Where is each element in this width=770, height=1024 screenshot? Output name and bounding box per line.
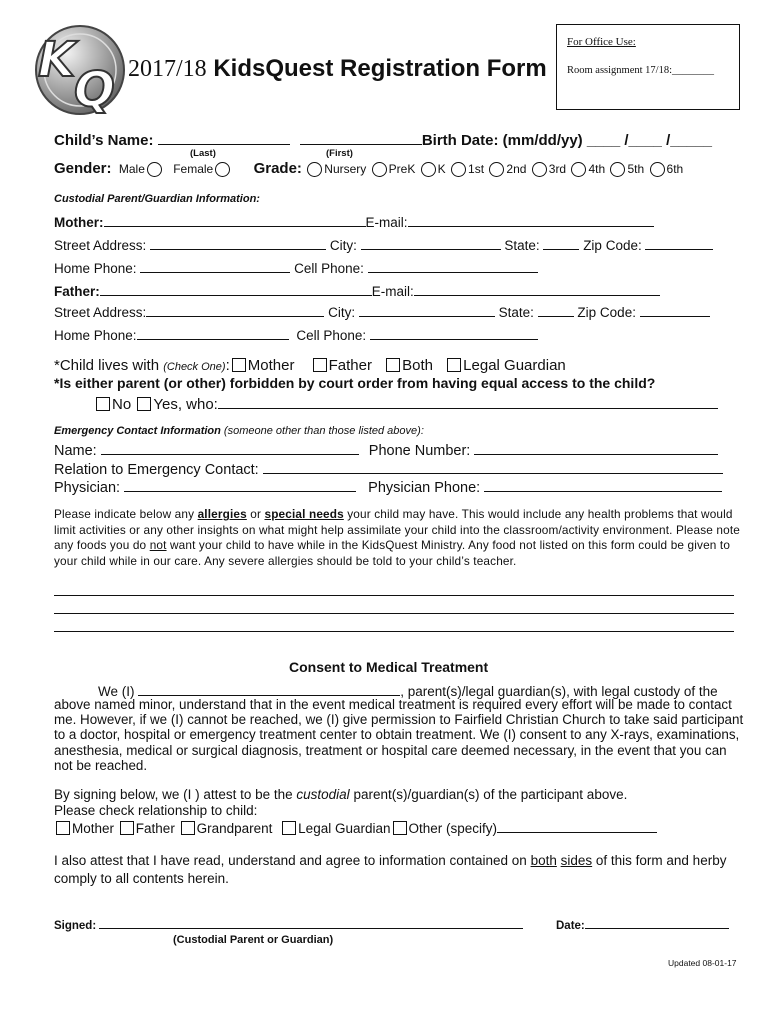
first-caption: (First): [326, 148, 353, 159]
signature-caption: (Custodial Parent or Guardian): [173, 934, 334, 946]
allergies-instructions: [54, 507, 744, 569]
mother-label: Mother:: [54, 215, 104, 230]
mother-zip-field[interactable]: [645, 235, 713, 250]
consent-we-suffix: , parent(s)/legal guardian(s), with legal custody of the: [400, 684, 718, 699]
court-order-who-field[interactable]: [218, 394, 718, 409]
lives-with-row: *Child lives with (Check One): Mother Father Both Legal Guardian: [54, 357, 566, 374]
lives-with-father-checkbox[interactable]: [313, 358, 327, 372]
grade-label: Grade:: [253, 160, 302, 177]
court-order-yes-label: Yes, who:: [153, 396, 218, 413]
updated-date: Updated 08-01-17: [668, 958, 737, 968]
not-word: not: [149, 538, 167, 552]
physician-phone-label: Physician Phone:: [368, 480, 481, 496]
court-order-yes-checkbox[interactable]: [137, 397, 151, 411]
grade-3rd-radio[interactable]: [532, 162, 547, 177]
emergency-name-row: [54, 440, 718, 459]
kidsquest-logo: [28, 20, 128, 116]
mother-name-field[interactable]: [104, 212, 366, 227]
date-label: Date:: [556, 920, 585, 932]
relationship-row: [54, 818, 657, 836]
allergies-word: allergies: [197, 507, 247, 521]
relationship-guardian-checkbox[interactable]: [282, 821, 296, 835]
lives-with-label: *Child lives with: [54, 357, 160, 374]
father-city-label: City:: [328, 305, 356, 320]
grade-5th-label: 5th: [627, 162, 645, 176]
check-relationship-label: Please check relationship to child:: [54, 802, 258, 818]
mother-state-field[interactable]: [543, 235, 579, 250]
relationship-mother-label: Mother: [72, 821, 115, 836]
grade-nursery-label: Nursery: [324, 162, 367, 176]
father-home-phone-field[interactable]: [137, 325, 289, 340]
lives-with-father-label: Father: [328, 357, 372, 374]
mother-email-field[interactable]: [408, 212, 654, 227]
father-cell-phone-field[interactable]: [370, 325, 538, 340]
grade-6th-label: 6th: [666, 162, 684, 176]
gender-female-label: Female: [173, 162, 214, 176]
read-text-2: of this form and herby comply to all contents herein.: [54, 853, 727, 886]
child-name-label: Child’s Name:: [54, 132, 154, 149]
father-label: Father:: [54, 284, 100, 299]
emergency-phone-label: Phone Number:: [368, 443, 471, 459]
mother-phone-row: [54, 258, 538, 276]
mother-home-phone-label: Home Phone:: [54, 261, 137, 276]
allergies-text-3: your child may have. This would include any health problems that would limit activities or any other insights on what might help assimilate your child into the classroom/activity environment. Please note any foods you do: [54, 507, 740, 552]
attest-text-1: By signing below, we (I ) attest to be the: [54, 787, 297, 802]
father-zip-label: Zip Code:: [577, 305, 636, 320]
grade-prek-radio[interactable]: [372, 162, 387, 177]
grade-1st-radio[interactable]: [451, 162, 466, 177]
child-name-row: [54, 130, 712, 149]
physician-phone-field[interactable]: [484, 477, 722, 492]
lives-with-mother-checkbox[interactable]: [232, 358, 246, 372]
office-use-box: [556, 24, 740, 110]
consent-body: above named minor, understand that in the event medical treatment is required every effort will be made to contact me. However, if we (I) cannot be reached, we (I) give permission to Fairfield Christian Church to take said participant to a doctor, hospital or emergency treatment center to obtain treatment. We (I) consent to any X-rays, examinations, anesthesia, medical or surgical diagnosis, treatment or hospital care deemed necessary, in the event that you can not be reached.: [54, 697, 744, 773]
mother-street-label: Street Address:: [54, 238, 147, 253]
father-email-field[interactable]: [414, 281, 660, 296]
grade-nursery-radio[interactable]: [307, 162, 322, 177]
grade-1st-label: 1st: [468, 162, 485, 176]
mother-city-field[interactable]: [361, 235, 501, 250]
relationship-other-label: Other (specify): [408, 821, 498, 836]
custodial-word: custodial: [296, 787, 350, 802]
relationship-mother-checkbox[interactable]: [56, 821, 70, 835]
date-field[interactable]: [585, 916, 729, 929]
court-order-question: *Is either parent (or other) forbidden by court order from having equal access to the child?: [54, 375, 656, 391]
allergies-text-4: want your child to have while in the KidsQuest Ministry. Any food not listed on this form could be given to your child while in our care. Any severe allergies should be told to your child’s teacher.: [54, 538, 731, 568]
relationship-guardian-label: Legal Guardian: [298, 821, 391, 836]
mother-email-label: E-mail:: [365, 215, 408, 230]
gender-female-radio[interactable]: [215, 162, 230, 177]
read-attest: [54, 852, 744, 888]
father-phone-row: [54, 325, 538, 343]
father-row: [54, 281, 660, 299]
mother-street-field[interactable]: [150, 235, 326, 250]
father-street-label: Street Address:: [54, 305, 147, 320]
svg-text:K: K: [38, 32, 76, 88]
father-state-label: State:: [498, 305, 534, 320]
consent-attest: [54, 787, 744, 818]
father-email-label: E-mail:: [371, 284, 414, 299]
father-street-field[interactable]: [146, 302, 324, 317]
physician-label: Physician:: [54, 480, 121, 496]
child-first-name-field[interactable]: [300, 130, 422, 145]
grade-prek-label: PreK: [388, 162, 416, 176]
mother-row: [54, 212, 654, 230]
father-zip-field[interactable]: [640, 302, 710, 317]
relationship-other-checkbox[interactable]: [393, 821, 407, 835]
lives-with-guardian-checkbox[interactable]: [447, 358, 461, 372]
page-title: [128, 55, 547, 83]
consent-we-prefix: We (I): [98, 684, 135, 699]
consent-heading: Consent to Medical Treatment: [289, 659, 489, 675]
mother-cell-phone-field[interactable]: [368, 258, 538, 273]
relationship-other-field[interactable]: [497, 818, 657, 833]
gender-male-label: Male: [118, 162, 145, 176]
physician-row: [54, 477, 722, 496]
grade-k-radio[interactable]: [421, 162, 436, 177]
emergency-heading-note: (someone other than those listed above):: [223, 425, 424, 437]
mother-city-label: City:: [329, 238, 357, 253]
court-order-no-checkbox[interactable]: [96, 397, 110, 411]
signature-row: [54, 916, 523, 932]
mother-address-row: [54, 235, 713, 253]
father-state-field[interactable]: [538, 302, 574, 317]
special-needs-word: special needs: [264, 507, 344, 521]
emergency-name-label: Name:: [54, 443, 97, 459]
read-text-1: I also attest that I have read, understand and agree to information contained on: [54, 853, 531, 868]
lives-with-guardian-label: Legal Guardian: [463, 357, 566, 374]
child-last-name-field[interactable]: [158, 130, 290, 145]
title-year: 2017/18: [128, 56, 207, 82]
allergies-line-1[interactable]: [54, 595, 734, 596]
grade-2nd-radio[interactable]: [489, 162, 504, 177]
father-name-field[interactable]: [100, 281, 372, 296]
room-assignment-field[interactable]: Room assignment 17/18:________: [567, 65, 714, 76]
mother-zip-label: Zip Code:: [583, 238, 642, 253]
title-text: KidsQuest Registration Form: [213, 55, 547, 82]
sides-word: sides: [560, 853, 593, 868]
grade-4th-label: 4th: [588, 162, 606, 176]
relationship-father-label: Father: [135, 821, 175, 836]
allergies-text-2: or: [246, 507, 265, 521]
court-order-no-label: No: [112, 396, 132, 413]
court-order-row: [94, 394, 718, 413]
check-one-note: (Check One): [163, 361, 226, 373]
relationship-grandparent-label: Grandparent: [196, 821, 273, 836]
custodial-heading: Custodial Parent/Guardian Information:: [54, 193, 260, 205]
mother-cell-phone-label: Cell Phone:: [294, 261, 364, 276]
signed-label: Signed:: [54, 920, 97, 932]
emergency-relation-row: [54, 459, 723, 478]
lives-with-mother-label: Mother: [247, 357, 295, 374]
attest-text-2: parent(s)/guardian(s) of the participant above.: [349, 787, 628, 802]
lives-with-both-checkbox[interactable]: [386, 358, 400, 372]
grade-k-label: K: [437, 162, 446, 176]
grade-2nd-label: 2nd: [506, 162, 527, 176]
emergency-relation-label: Relation to Emergency Contact:: [54, 462, 259, 478]
father-address-row: [54, 302, 710, 320]
allergies-line-3[interactable]: [54, 631, 734, 632]
both-word: both: [530, 853, 557, 868]
father-city-field[interactable]: [359, 302, 495, 317]
mother-home-phone-field[interactable]: [140, 258, 290, 273]
father-cell-phone-label: Cell Phone:: [296, 328, 367, 343]
consent-parent-name-field[interactable]: [138, 681, 400, 696]
grade-3rd-label: 3rd: [548, 162, 567, 176]
lives-with-both-label: Both: [402, 357, 433, 374]
grade-6th-radio[interactable]: [650, 162, 665, 177]
gender-label: Gender:: [54, 160, 112, 177]
svg-text:Q: Q: [74, 62, 115, 116]
date-row: [556, 916, 729, 932]
last-caption: (Last): [190, 148, 216, 159]
mother-state-label: State:: [504, 238, 540, 253]
signature-field[interactable]: [99, 916, 523, 929]
emergency-name-field[interactable]: [101, 440, 359, 455]
emergency-phone-field[interactable]: [474, 440, 718, 455]
grade-4th-radio[interactable]: [571, 162, 586, 177]
gender-male-radio[interactable]: [147, 162, 162, 177]
grade-5th-radio[interactable]: [610, 162, 625, 177]
office-use-label: For Office Use:: [567, 36, 636, 48]
emergency-heading: Emergency Contact Information: [54, 425, 221, 437]
relationship-father-checkbox[interactable]: [120, 821, 134, 835]
relationship-grandparent-checkbox[interactable]: [181, 821, 195, 835]
emergency-heading-row: [54, 425, 424, 437]
emergency-relation-field[interactable]: [263, 459, 723, 474]
allergies-text-1: Please indicate below any: [54, 507, 198, 521]
allergies-line-2[interactable]: [54, 613, 734, 614]
birth-date-field[interactable]: Birth Date: (mm/dd/yy) ____ /____ /_____: [421, 132, 712, 149]
physician-field[interactable]: [124, 477, 356, 492]
father-home-phone-label: Home Phone:: [54, 328, 137, 343]
gender-grade-row: [54, 160, 683, 177]
